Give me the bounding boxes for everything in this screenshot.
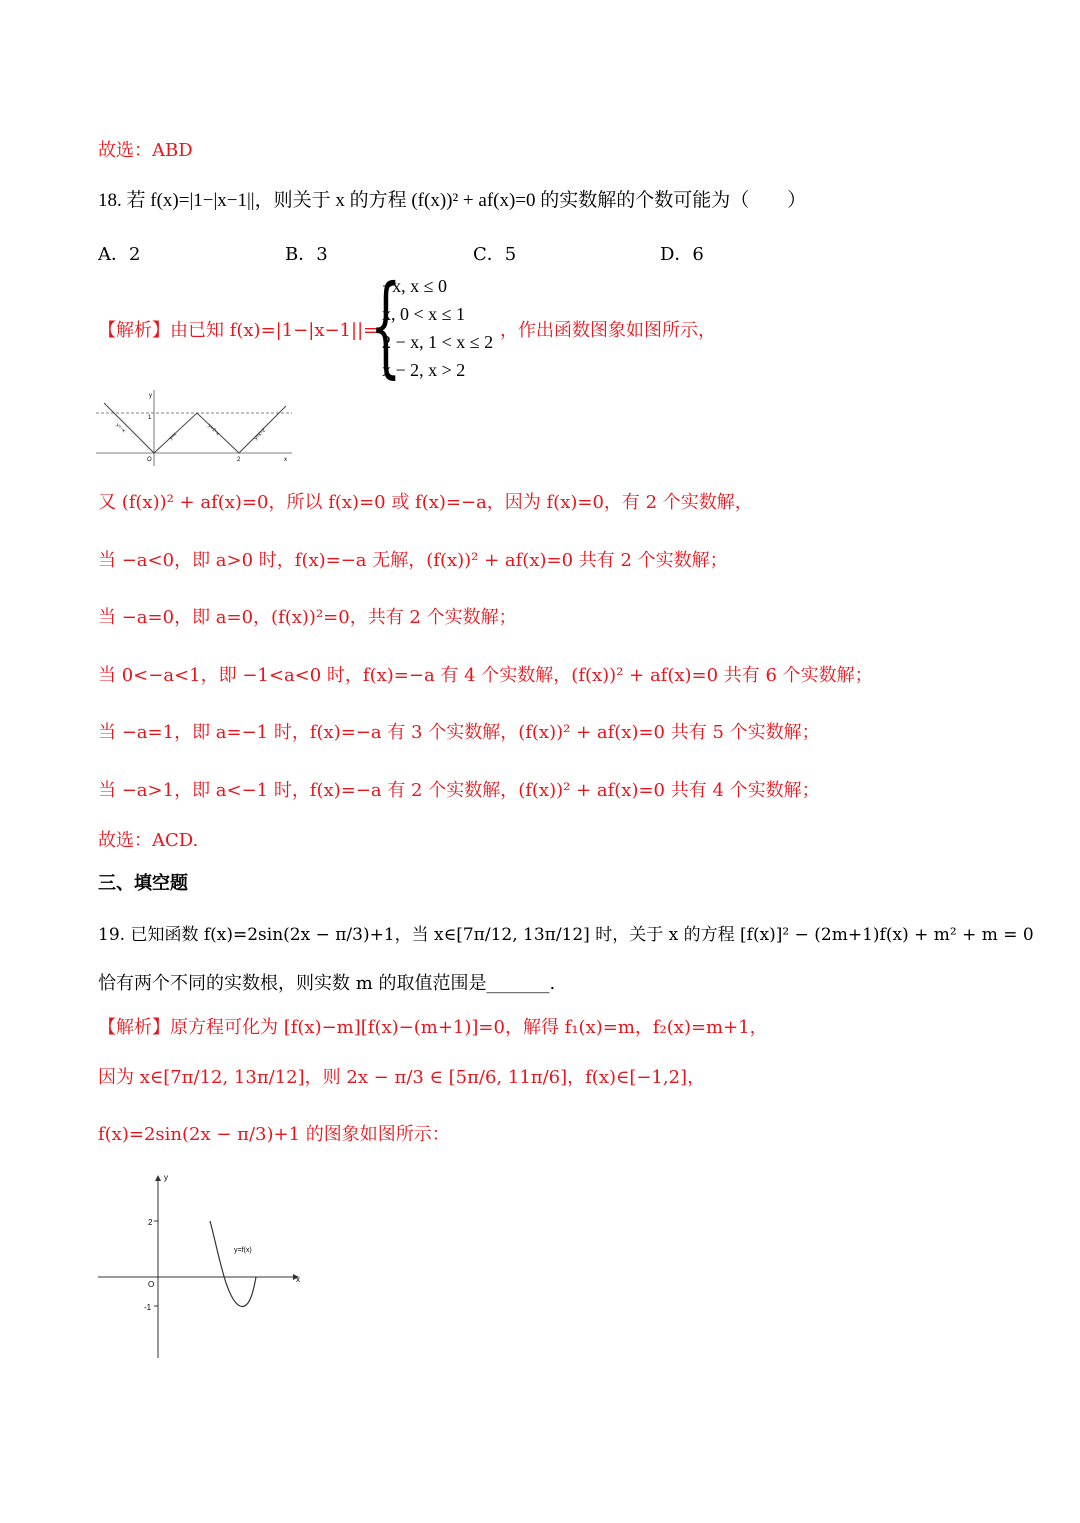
q18-analysis-tail: ，作出函数图象如图所示， [500,320,716,341]
f-curve [210,1221,256,1306]
analysis-line-3: 当 −a=0，即 a=0，(f(x))²=0，共有 2 个实数解； [98,607,517,628]
q19-graph [94,1170,306,1360]
q19-analysis-2: 因为 x∈[7π/12, 13π/12]，则 2x − π/3 ∈ [5π/6, 11π/6]，f(x)∈[−1,2]， [98,1067,706,1088]
x-label: x [284,457,287,463]
label-x: y=x [168,431,179,442]
y-label: y [149,393,152,399]
analysis-line-6: 当 −a>1，即 a<−1 时，f(x)=−a 有 2 个实数解，(f(x))² + af(x)=0 共有 4 个实数解； [98,780,820,801]
tick-1: 1 [148,415,152,421]
origin-label: O [148,1280,155,1289]
q19-stem-1: 19. 已知函数 f(x)=2sin(2x − π/3)+1，当 x∈[7π/12, 13π/12] 时，关于 x 的方程 [f(x)]² − (2m+1)f(x) + m² + m = 0 [98,925,1034,945]
analysis-line-1: 又 (f(x))² + af(x)=0，所以 f(x)=0 或 f(x)=−a，因为 f(x)=0，有 2 个实数解， [98,492,753,513]
q18-stem: 18. 若 f(x)=|1−|x−1||，则关于 x 的方程 (f(x))² + af(x)=0 的实数解的个数可能为（ ） [98,190,807,211]
analysis-line-4: 当 0<−a<1，即 −1<a<0 时，f(x)=−a 有 4 个实数解，(f(x))² + af(x)=0 共有 6 个实数解； [98,665,873,686]
tick-label-2: 2 [148,1218,153,1227]
case-1: −x, x ≤ 0 [382,276,448,296]
case-3: 2 − x, 1 < x ≤ 2 [382,332,494,352]
origin-label: O [147,457,152,463]
label-neg-x: y=−x [114,422,127,435]
q19-analysis-1: 【解析】原方程可化为 [f(x)−m][f(x)−(m+1)]=0，解得 f₁(x)=m，f₂(x)=m+1， [98,1017,768,1038]
piecewise-cases [382,272,493,384]
y-label: y [164,1173,168,1182]
q19-analysis-3: f(x)=2sin(2x − π/3)+1 的图象如图所示： [98,1124,450,1145]
answer-18: 故选：ACD. [98,830,199,851]
analysis-line-2: 当 −a<0，即 a>0 时，f(x)=−a 无解，(f(x))² + af(x)=0 共有 2 个实数解； [98,550,728,571]
q18-option-a: A．2 [98,244,141,265]
q18-option-b: B．3 [285,244,328,265]
q18-graph [96,388,296,468]
q18-option-c: C．5 [473,244,517,265]
cases-brace: { [370,261,402,389]
label-x-2: y=x−2 [253,427,268,442]
f-curve [104,403,286,453]
q18-analysis-intro: 【解析】由已知 f(x)=|1−|x−1||= [98,320,379,341]
analysis-line-5: 当 −a=1，即 a=−1 时，f(x)=−a 有 3 个实数解，(f(x))² + af(x)=0 共有 5 个实数解； [98,722,820,743]
q19-stem-2: 恰有两个不同的实数根，则实数 m 的取值范围是_______. [98,973,556,994]
section-heading: 三、填空题 [98,873,188,894]
curve-label: y=f(x) [234,1247,252,1254]
label-2-x: y=2−x [206,423,221,438]
case-4: x − 2, x > 2 [382,360,466,380]
tick-label-neg1: -1 [144,1303,152,1312]
x-label: x [296,1275,300,1284]
q18-option-d: D．6 [660,244,704,265]
case-2: x, 0 < x ≤ 1 [382,304,466,324]
tick-2: 2 [237,457,241,463]
answer-17: 故选：ABD [98,140,193,161]
